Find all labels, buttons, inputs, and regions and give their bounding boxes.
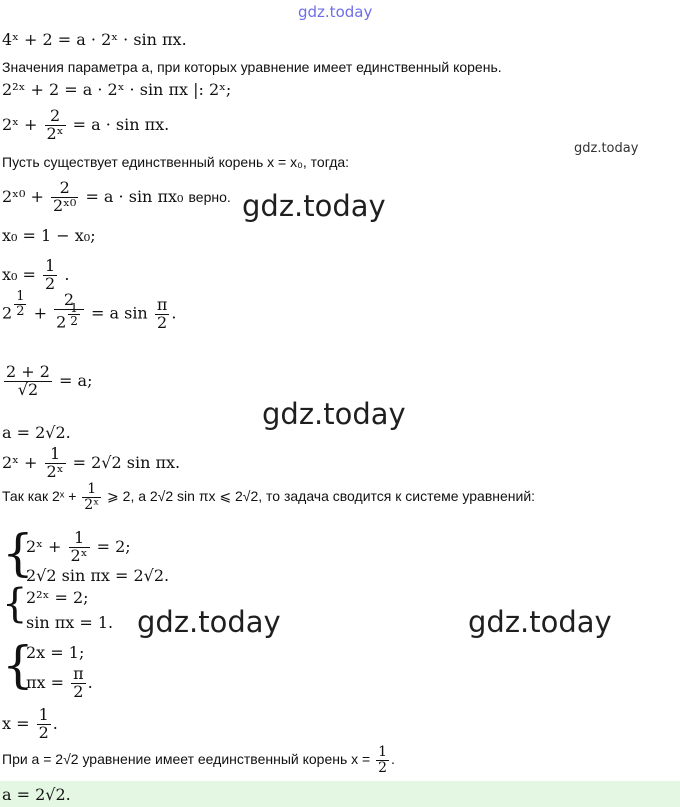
system2-eq1: 2²ˣ = 2; <box>26 588 89 607</box>
watermark-large-4: gdz.today <box>468 605 612 639</box>
system3-eq2: πx = $\frac{\pi}{2}$ . <box>26 664 93 701</box>
system-brace-3: { <box>2 636 34 694</box>
watermark-large-2: gdz.today <box>262 397 406 431</box>
equation-with-a: 2ˣ + $\frac{1}{\text{2ˣ}}$ = 2√2 sin πx. <box>2 444 181 481</box>
x-solution: x = $\frac{1}{2}$ . <box>2 705 58 742</box>
a-value: a = 2√2. <box>2 423 71 442</box>
equation-root-x0: 2ˣ⁰ + $\frac{2}{\text{2ˣ⁰}}$ = a · sin πx₀ верно. <box>2 178 231 215</box>
system3-eq1: 2x = 1; <box>26 643 85 662</box>
watermark-large-1: gdz.today <box>242 189 386 223</box>
system1-eq2: 2√2 sin πx = 2√2. <box>26 566 170 585</box>
watermark-small: gdz.today <box>574 141 639 156</box>
watermark-top: gdz.today <box>298 3 373 21</box>
conclusion-statement: При a = 2√2 уравнение имеет еединственный корень x = $\frac{1}{2}$ . <box>2 744 395 776</box>
equation-original: 4ˣ + 2 = a · 2ˣ · sin πx. <box>2 30 187 49</box>
equation-a: $\frac{2 + 2}{√2}$ = a; <box>6 362 93 399</box>
system-brace-2: { <box>2 581 28 627</box>
answer-highlight <box>0 781 680 807</box>
watermark-large-3: gdz.today <box>137 605 281 639</box>
substitute-x0: 2 $\frac{1}{2}$ + 2 2 $\frac{1}{2}$ = a sin $\frac{\pi}{2}$ . <box>2 288 177 332</box>
system-reasoning: Так как 2ˣ + $\frac{1}{\text{2ˣ}}$ ⩾ 2, а 2√2 sin πx ⩽ 2√2, то задача сводится к системе уравнений: <box>2 481 536 513</box>
symmetry-equation: x₀ = 1 − x₀; <box>2 226 96 245</box>
task-statement: Значения параметра a, при которых уравнение имеет единственный корень. <box>2 59 502 75</box>
system2-eq2: sin πx = 1. <box>26 613 114 632</box>
assume-unique-root: Пусть существует единственный корень x = x₀, тогда: <box>2 154 350 170</box>
final-answer: a = 2√2. <box>2 785 71 804</box>
equation-divide: 2²ˣ + 2 = a · 2ˣ · sin πx |: 2ˣ; <box>2 80 232 99</box>
system-brace-1: { <box>2 524 34 582</box>
system1-eq1: 2ˣ + $\frac{1}{\text{2ˣ}}$ = 2; <box>26 528 131 565</box>
x0-value: x₀ = $\frac{1}{2}$ . <box>2 256 70 293</box>
equation-simplified: 2ˣ + $\frac{2}{\text{2ˣ}}$ = a · sin πx. <box>2 106 170 143</box>
